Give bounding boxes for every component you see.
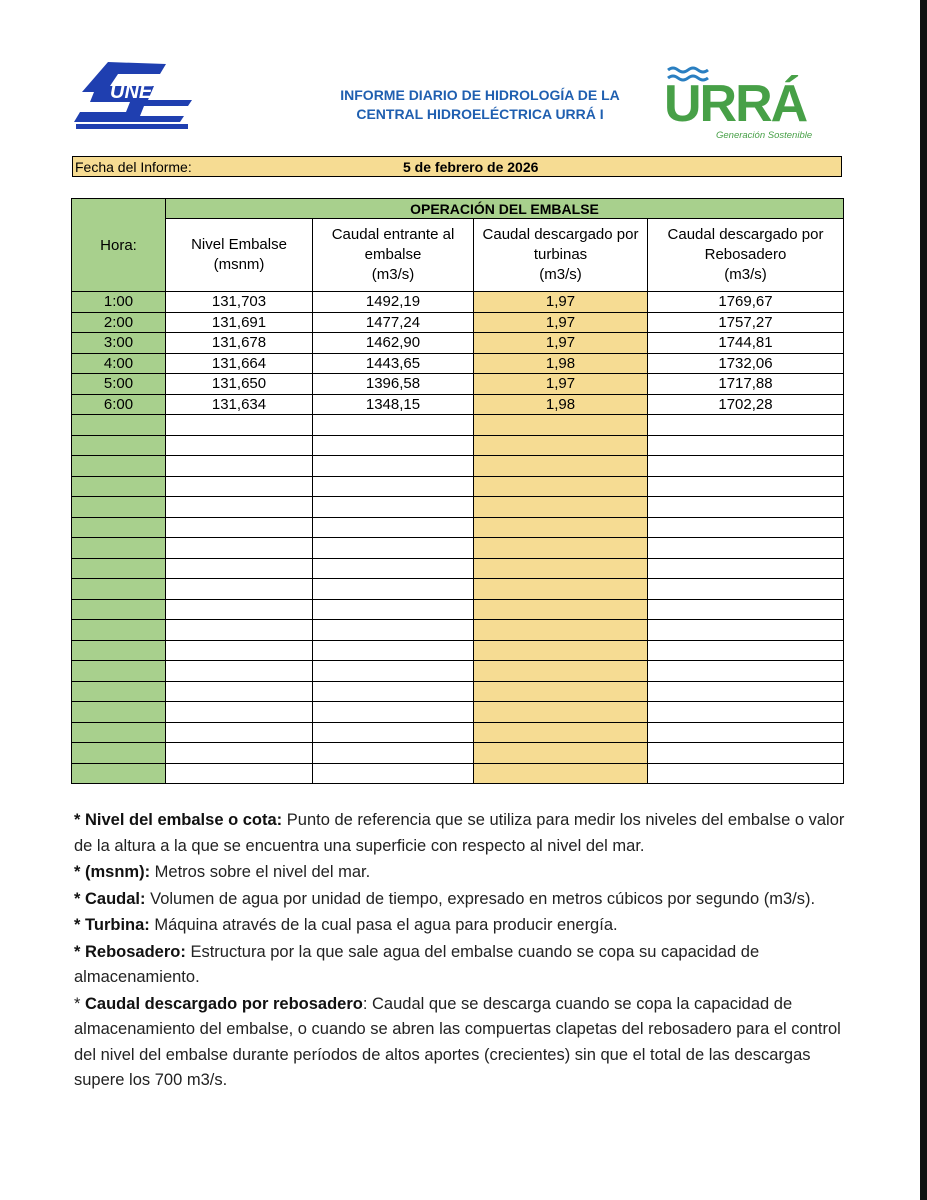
cell-nivel xyxy=(166,661,313,682)
cell-caudal-entrante: 1477,24 xyxy=(313,312,474,333)
cell-caudal-entrante: 1348,15 xyxy=(313,394,474,415)
cell-hora xyxy=(72,517,166,538)
cell-hora: 1:00 xyxy=(72,292,166,313)
table-row xyxy=(72,415,844,436)
cell-caudal-entrante xyxy=(313,435,474,456)
cell-nivel xyxy=(166,517,313,538)
hora-header: Hora: xyxy=(72,199,166,292)
cell-nivel xyxy=(166,743,313,764)
cell-caudal-turbinas xyxy=(474,579,648,600)
cell-nivel xyxy=(166,702,313,723)
col-header-caudal-rebosadero: Caudal descargado por Rebosadero (m3/s) xyxy=(648,219,844,292)
cell-hora xyxy=(72,476,166,497)
cell-hora: 2:00 xyxy=(72,312,166,333)
report-date-bar xyxy=(72,156,842,177)
cell-caudal-turbinas xyxy=(474,702,648,723)
cell-caudal-rebosadero xyxy=(648,661,844,682)
table-row xyxy=(72,497,844,518)
cell-nivel: 131,703 xyxy=(166,292,313,313)
cell-caudal-turbinas xyxy=(474,620,648,641)
cell-caudal-entrante xyxy=(313,681,474,702)
cell-nivel xyxy=(166,763,313,784)
cell-caudal-rebosadero xyxy=(648,702,844,723)
urra-logo-text: URRÁ xyxy=(664,75,807,133)
note-caudal-rebosadero: * Caudal descargado por rebosadero: Caudal que se descarga cuando se copa la capacidad de almacenamiento del embalse, o cuando se abren las compuertas clapetas del rebosadero para el control del nivel del embalse durante períodos de altos aportes (crecientes) sin que el total de las descargas supere los 700 m3/s. xyxy=(74,994,841,1089)
cell-nivel: 131,650 xyxy=(166,374,313,395)
table-row xyxy=(72,599,844,620)
cell-hora xyxy=(72,640,166,661)
table-row xyxy=(72,292,844,313)
cell-nivel: 131,634 xyxy=(166,394,313,415)
cell-caudal-rebosadero xyxy=(648,456,844,477)
cell-hora xyxy=(72,497,166,518)
cell-caudal-rebosadero: 1732,06 xyxy=(648,353,844,374)
table-row xyxy=(72,640,844,661)
report-title-line2: CENTRAL HIDROELÉCTRICA URRÁ I xyxy=(356,106,604,122)
cell-nivel xyxy=(166,599,313,620)
cell-hora xyxy=(72,599,166,620)
cell-caudal-turbinas xyxy=(474,763,648,784)
cell-caudal-rebosadero xyxy=(648,415,844,436)
reservoir-operation-table xyxy=(71,198,844,784)
cell-caudal-turbinas xyxy=(474,415,648,436)
cell-hora: 5:00 xyxy=(72,374,166,395)
cell-caudal-rebosadero xyxy=(648,579,844,600)
cell-caudal-rebosadero xyxy=(648,476,844,497)
cell-caudal-turbinas xyxy=(474,456,648,477)
cell-hora xyxy=(72,558,166,579)
table-row xyxy=(72,312,844,333)
cell-caudal-turbinas xyxy=(474,497,648,518)
cell-nivel xyxy=(166,640,313,661)
cell-caudal-entrante xyxy=(313,702,474,723)
col-header-nivel: Nivel Embalse (msnm) xyxy=(166,219,313,292)
note-nivel: * Nivel del embalse o cota: Punto de referencia que se utiliza para medir los niveles del embalse o valor de la altura a la que se encuentra una superficie con respecto al nivel del mar. xyxy=(74,811,845,855)
table-row xyxy=(72,456,844,477)
cell-hora xyxy=(72,456,166,477)
table-row xyxy=(72,353,844,374)
cell-nivel: 131,664 xyxy=(166,353,313,374)
cell-caudal-rebosadero xyxy=(648,743,844,764)
table-row xyxy=(72,702,844,723)
cell-nivel xyxy=(166,476,313,497)
cell-hora xyxy=(72,579,166,600)
cell-caudal-entrante xyxy=(313,722,474,743)
note-msnm: * (msnm): Metros sobre el nivel del mar. xyxy=(74,863,371,881)
page-edge xyxy=(920,0,927,1200)
cell-caudal-turbinas xyxy=(474,681,648,702)
cell-caudal-entrante xyxy=(313,620,474,641)
cell-caudal-turbinas: 1,97 xyxy=(474,292,648,313)
cell-caudal-rebosadero xyxy=(648,538,844,559)
cell-caudal-entrante xyxy=(313,558,474,579)
table-row xyxy=(72,681,844,702)
cell-nivel xyxy=(166,497,313,518)
cell-hora xyxy=(72,681,166,702)
cell-caudal-turbinas xyxy=(474,558,648,579)
section-title: OPERACIÓN DEL EMBALSE xyxy=(166,199,844,219)
cell-caudal-entrante xyxy=(313,476,474,497)
cell-caudal-entrante xyxy=(313,763,474,784)
cell-nivel: 131,678 xyxy=(166,333,313,354)
cell-nivel xyxy=(166,620,313,641)
urra-logo-tagline: Generación Sostenible xyxy=(716,130,813,141)
cell-hora xyxy=(72,661,166,682)
cell-nivel xyxy=(166,558,313,579)
unec-logo xyxy=(70,56,195,136)
table-row xyxy=(72,763,844,784)
cell-caudal-rebosadero: 1717,88 xyxy=(648,374,844,395)
svg-text:UNEC: UNEC xyxy=(110,81,167,103)
cell-nivel xyxy=(166,415,313,436)
cell-caudal-turbinas xyxy=(474,640,648,661)
cell-caudal-entrante xyxy=(313,415,474,436)
cell-caudal-entrante xyxy=(313,497,474,518)
cell-caudal-rebosadero xyxy=(648,722,844,743)
cell-hora: 6:00 xyxy=(72,394,166,415)
cell-hora xyxy=(72,435,166,456)
cell-hora xyxy=(72,620,166,641)
cell-hora xyxy=(72,538,166,559)
cell-caudal-rebosadero xyxy=(648,517,844,538)
urra-logo xyxy=(664,64,834,144)
cell-caudal-turbinas: 1,97 xyxy=(474,333,648,354)
cell-caudal-entrante xyxy=(313,517,474,538)
table-row xyxy=(72,538,844,559)
cell-caudal-entrante: 1443,65 xyxy=(313,353,474,374)
cell-caudal-turbinas xyxy=(474,661,648,682)
cell-hora xyxy=(72,702,166,723)
cell-caudal-entrante xyxy=(313,579,474,600)
cell-hora xyxy=(72,743,166,764)
cell-caudal-entrante: 1396,58 xyxy=(313,374,474,395)
cell-caudal-entrante: 1492,19 xyxy=(313,292,474,313)
cell-caudal-rebosadero xyxy=(648,599,844,620)
cell-caudal-entrante xyxy=(313,456,474,477)
cell-caudal-turbinas xyxy=(474,722,648,743)
table-row xyxy=(72,620,844,641)
glossary-notes xyxy=(74,808,854,1095)
cell-caudal-rebosadero xyxy=(648,640,844,661)
cell-caudal-entrante xyxy=(313,640,474,661)
table-row xyxy=(72,476,844,497)
note-turbina: * Turbina: Máquina através de la cual pasa el agua para producir energía. xyxy=(74,916,618,934)
cell-nivel xyxy=(166,722,313,743)
cell-caudal-rebosadero: 1702,28 xyxy=(648,394,844,415)
report-title-line1: INFORME DIARIO DE HIDROLOGÍA DE LA xyxy=(340,87,620,103)
cell-caudal-turbinas xyxy=(474,476,648,497)
table-row xyxy=(72,661,844,682)
table-row xyxy=(72,374,844,395)
cell-nivel xyxy=(166,435,313,456)
cell-caudal-turbinas: 1,98 xyxy=(474,394,648,415)
table-row xyxy=(72,333,844,354)
cell-caudal-rebosadero xyxy=(648,763,844,784)
cell-hora: 3:00 xyxy=(72,333,166,354)
cell-caudal-entrante xyxy=(313,743,474,764)
col-header-caudal-entrante: Caudal entrante al embalse (m3/s) xyxy=(313,219,474,292)
table-row xyxy=(72,517,844,538)
cell-caudal-turbinas xyxy=(474,538,648,559)
cell-hora xyxy=(72,415,166,436)
cell-caudal-turbinas: 1,97 xyxy=(474,374,648,395)
table-row xyxy=(72,394,844,415)
cell-caudal-turbinas xyxy=(474,599,648,620)
cell-hora xyxy=(72,722,166,743)
cell-hora xyxy=(72,763,166,784)
cell-caudal-rebosadero xyxy=(648,620,844,641)
table-row xyxy=(72,743,844,764)
cell-caudal-entrante: 1462,90 xyxy=(313,333,474,354)
cell-nivel xyxy=(166,538,313,559)
note-rebosadero: * Rebosadero: Estructura por la que sale agua del embalse cuando se copa su capacidad de almacenamiento. xyxy=(74,942,760,986)
note-caudal: * Caudal: Volumen de agua por unidad de tiempo, expresado en metros cúbicos por segundo (m3/s). xyxy=(74,889,816,908)
cell-caudal-turbinas: 1,97 xyxy=(474,312,648,333)
cell-caudal-rebosadero xyxy=(648,497,844,518)
table-row xyxy=(72,579,844,600)
table-row xyxy=(72,435,844,456)
report-title xyxy=(310,86,650,124)
cell-caudal-rebosadero xyxy=(648,681,844,702)
cell-hora: 4:00 xyxy=(72,353,166,374)
col-header-caudal-turbinas: Caudal descargado por turbinas (m3/s) xyxy=(474,219,648,292)
cell-caudal-rebosadero: 1744,81 xyxy=(648,333,844,354)
date-label: Fecha del Informe: xyxy=(75,159,192,175)
cell-nivel xyxy=(166,456,313,477)
cell-nivel xyxy=(166,579,313,600)
cell-nivel xyxy=(166,681,313,702)
cell-nivel: 131,691 xyxy=(166,312,313,333)
cell-caudal-entrante xyxy=(313,661,474,682)
cell-caudal-turbinas xyxy=(474,743,648,764)
cell-caudal-entrante xyxy=(313,538,474,559)
table-row xyxy=(72,558,844,579)
cell-caudal-turbinas: 1,98 xyxy=(474,353,648,374)
cell-caudal-rebosadero: 1769,67 xyxy=(648,292,844,313)
cell-caudal-entrante xyxy=(313,599,474,620)
table-row xyxy=(72,722,844,743)
cell-caudal-turbinas xyxy=(474,435,648,456)
cell-caudal-turbinas xyxy=(474,517,648,538)
cell-caudal-rebosadero xyxy=(648,435,844,456)
cell-caudal-rebosadero xyxy=(648,558,844,579)
date-value: 5 de febrero de 2026 xyxy=(403,159,539,175)
cell-caudal-rebosadero: 1757,27 xyxy=(648,312,844,333)
